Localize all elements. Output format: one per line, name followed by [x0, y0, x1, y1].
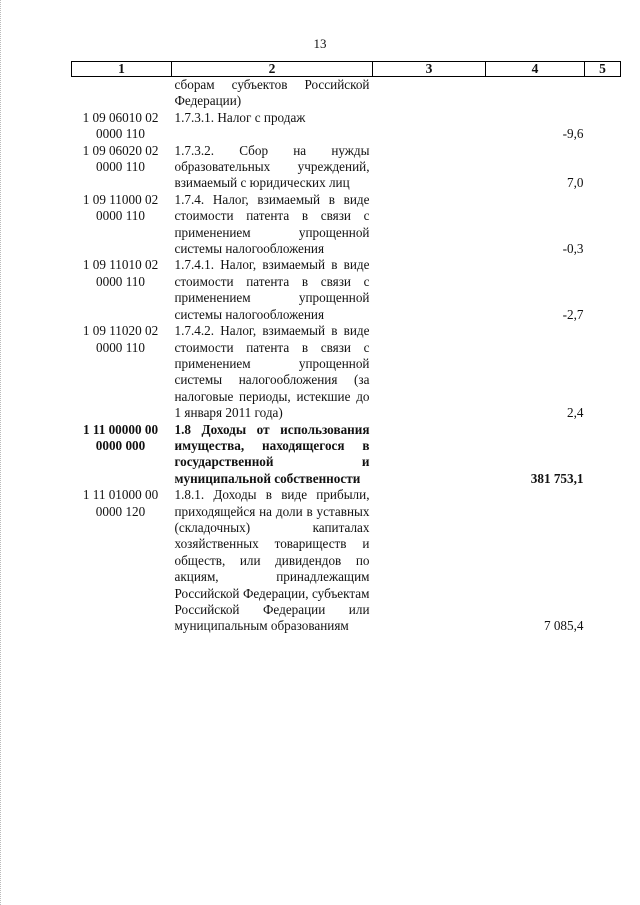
col5-cell	[585, 143, 621, 192]
table-row	[72, 257, 621, 323]
col5-cell	[585, 110, 621, 143]
name-cell: 1.7.3.2. Сбор на нужды образовательных учреждений, взимаемый с юридических лиц	[174, 142, 370, 191]
name-cell: 1.8 Доходы от использования имущества, находящегося в государственной и муниципальной собственности	[174, 421, 370, 486]
value-cell: -0,3	[562, 241, 584, 257]
value-cell: 7,0	[567, 175, 584, 191]
name-cell: 1.7.4. Налог, взимаемый в виде стоимости патента в связи с применением упрощенной системы налогообложения	[174, 191, 370, 257]
col3-cell	[373, 192, 486, 258]
value-cell: 7 085,4	[543, 618, 584, 634]
header-col-3: 3	[373, 62, 486, 77]
table-header	[72, 62, 621, 77]
value-cell: -9,6	[562, 126, 584, 142]
table-row	[72, 422, 621, 488]
code-cell: 1 09 06010 02 0000 110	[82, 109, 159, 142]
value-cell: 381 753,1	[530, 470, 584, 486]
value-cell: 2,4	[567, 405, 584, 421]
col3-cell	[373, 323, 486, 421]
table-row	[72, 487, 621, 635]
revenue-table	[71, 61, 621, 635]
table-body	[72, 77, 621, 635]
col3-cell	[373, 422, 486, 488]
header-col-2: 2	[172, 62, 373, 77]
col5-cell	[585, 192, 621, 258]
table-row	[72, 143, 621, 192]
name-cell: 1.7.4.2. Налог, взимаемый в виде стоимости патента в связи с применением упрощенной системы налогообложения (за налоговые периоды, истекшие до 1 января 2011 года)	[174, 323, 370, 421]
col5-cell	[585, 257, 621, 323]
header-col-5: 5	[585, 62, 621, 77]
page-number: 13	[313, 36, 327, 51]
header-col-1: 1	[72, 62, 172, 77]
col3-cell	[373, 77, 486, 110]
table-row	[72, 110, 621, 143]
col5-cell	[585, 323, 621, 421]
table-row	[72, 323, 621, 421]
name-cell: сборам субъектов Российской Федерации)	[174, 77, 370, 109]
col3-cell	[373, 143, 486, 192]
code-cell: 1 11 00000 00 0000 000	[82, 421, 159, 453]
col3-cell	[373, 257, 486, 323]
col5-cell	[585, 77, 621, 110]
name-cell: 1.7.4.1. Налог, взимаемый в виде стоимости патента в связи с применением упрощенной системы налогообложения	[174, 257, 370, 322]
code-cell: 1 09 11000 02 0000 110	[82, 191, 159, 224]
code-cell: 1 11 01000 00 0000 120	[82, 487, 159, 519]
code-cell: 1 09 11020 02 0000 110	[82, 323, 159, 355]
code-cell: 1 09 11010 02 0000 110	[82, 257, 159, 289]
page-edge	[0, 0, 3, 905]
table-row	[72, 77, 621, 110]
value-cell	[486, 77, 585, 110]
table-row	[72, 192, 621, 258]
name-cell: 1.8.1. Доходы в виде прибыли, приходящейся на доли в уставных (складочных) капиталах хозяйственных товариществ и обществ, или дивидендов по акциям, принадлежащим Российской Федерации, субъектам Российской Федерации или муниципальным образованиям	[174, 487, 370, 634]
name-cell: 1.7.3.1. Налог с продаж	[174, 109, 306, 125]
col3-cell	[373, 487, 486, 635]
col5-cell	[585, 422, 621, 488]
header-col-4: 4	[486, 62, 585, 77]
code-cell: 1 09 06020 02 0000 110	[82, 142, 159, 175]
value-cell: -2,7	[562, 306, 584, 322]
col3-cell	[373, 110, 486, 143]
code-cell	[72, 77, 172, 110]
col5-cell	[585, 487, 621, 635]
